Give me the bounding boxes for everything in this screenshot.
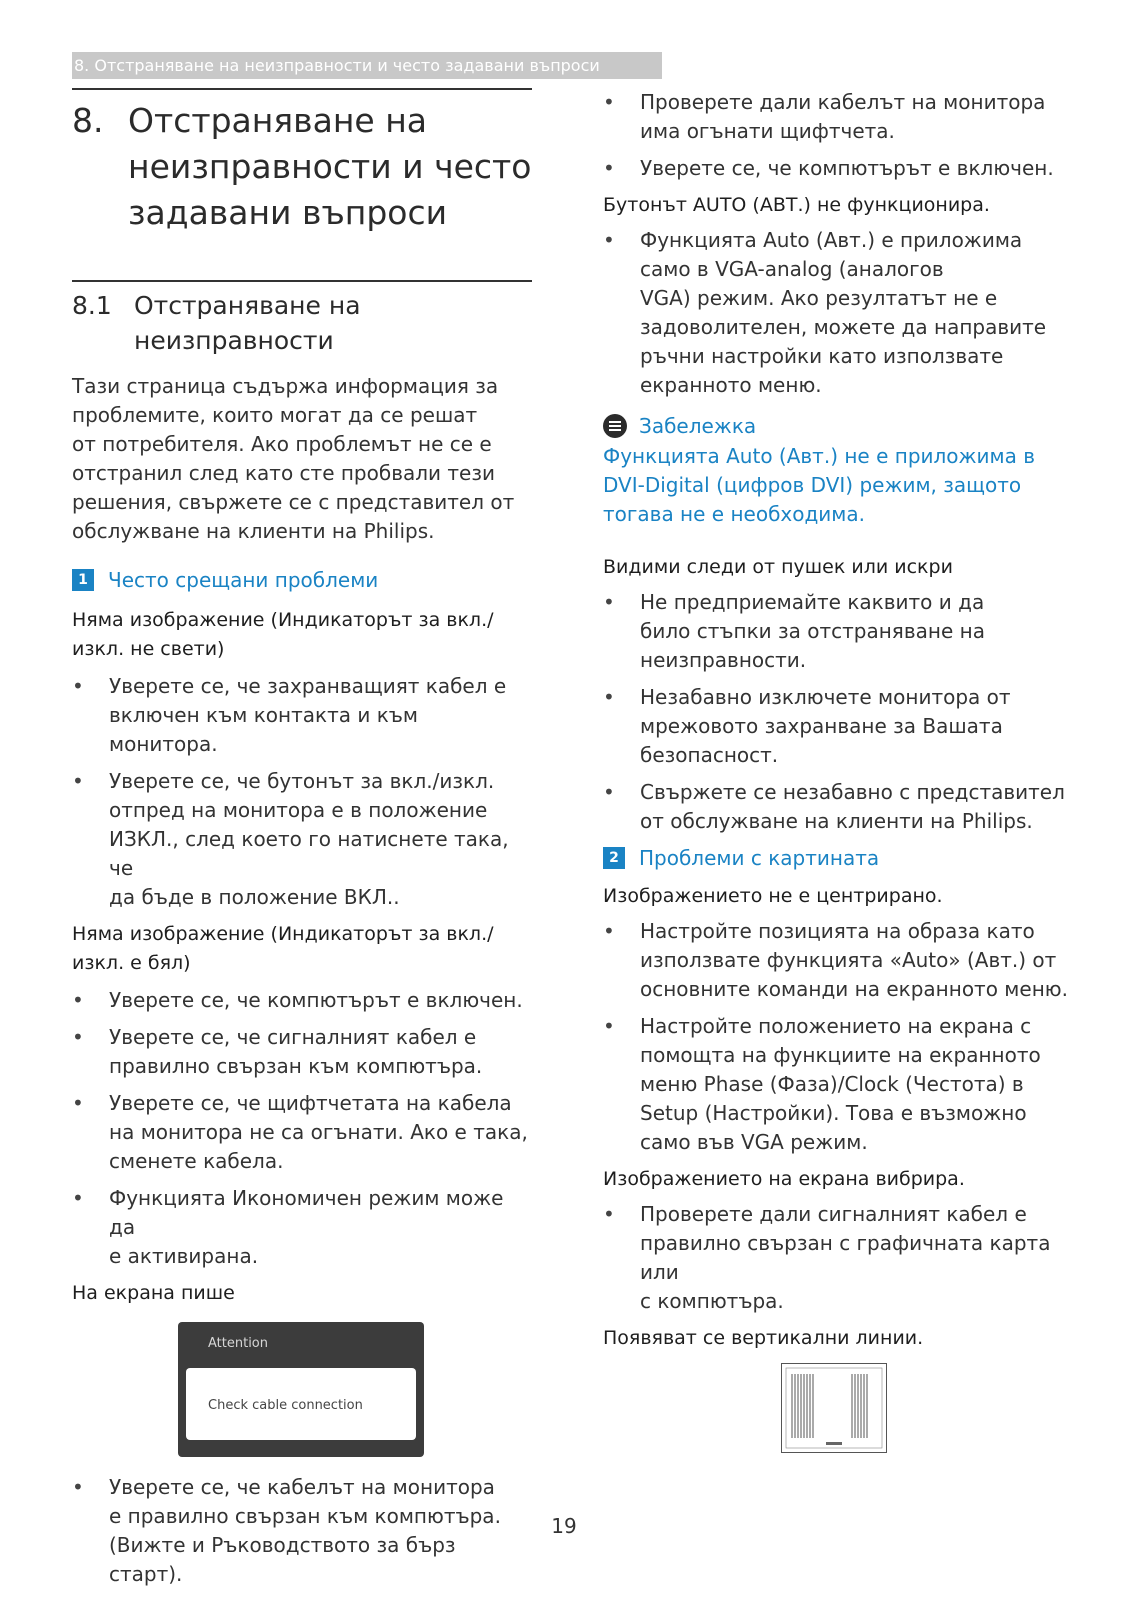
note-label	[603, 414, 1068, 438]
list-item-line: помощта на функциите на екранното	[640, 1043, 1041, 1067]
list-item	[603, 1012, 1068, 1157]
list-item-line: • Незабавно изключете монитора от	[640, 685, 1011, 709]
left-column	[72, 88, 532, 1597]
list-item-line: • Не предприемайте каквито и да	[640, 590, 985, 614]
list-item-line: правилно свързан с графичната карта или	[640, 1231, 1051, 1284]
list-item-line: • Уверете се, че захранващият кабел е	[109, 674, 507, 698]
list-item	[72, 672, 532, 759]
intro-line: проблемите, които могат да се решат	[72, 403, 478, 427]
list-item-line: било стъпки за отстраняване на	[640, 619, 985, 643]
question-heading: Изображението не е центрирано.	[603, 885, 943, 907]
chapter-title	[72, 98, 532, 236]
subsection-image-problems	[603, 846, 1068, 870]
subsection-title: Проблеми с картината	[639, 846, 880, 870]
osd-message: Check cable connection	[208, 1398, 363, 1413]
list-item-line: • Функцията Auto (Авт.) е приложима	[640, 228, 1023, 252]
chapter-title-line: задавани въпроси	[128, 193, 448, 232]
list-item-line: отпред на монитора е в положение	[109, 798, 488, 822]
note-line: DVI-Digital (цифров DVI) режим, защото	[603, 473, 1022, 497]
question-heading: Изображението на екрана вибрира.	[603, 1168, 965, 1190]
list-item-line: задоволителен, можете да направите	[640, 315, 1047, 339]
list-item-line: VGA) режим. Ако резултатът не е	[640, 286, 998, 310]
question-heading: Появяват се вертикални линии.	[603, 1327, 924, 1349]
list-item-line: екранното меню.	[640, 373, 822, 397]
vertical-lines-illustration	[781, 1363, 887, 1453]
section-number: 8.1	[72, 291, 112, 320]
question-heading	[72, 606, 532, 664]
list-item-line: е правилно свързан към компютъра.	[109, 1504, 501, 1528]
list-item-line: • Функцията Икономичен режим може да	[109, 1186, 504, 1239]
list-item-line: • Проверете дали сигналният кабел е	[640, 1202, 1027, 1226]
list-item	[72, 1023, 532, 1081]
chapter-number: 8.	[72, 101, 104, 140]
list-item-line: с компютъра.	[640, 1289, 784, 1313]
list-item-line: Setup (Настройки). Това е възможно	[640, 1101, 1027, 1125]
list-item-line: • Уверете се, че кабелът на монитора	[109, 1475, 495, 1499]
list-item-line: • Уверете се, че щифтчетата на кабела	[109, 1091, 512, 1115]
list-item-line: на монитора не са огънати. Ако е така,	[109, 1120, 528, 1144]
note-text	[603, 442, 1068, 529]
section-badge: 1	[72, 569, 94, 591]
list-item	[603, 88, 1068, 146]
list-item-line: • Уверете се, че компютърът е включен.	[109, 988, 523, 1012]
bullet-list	[603, 88, 1068, 183]
list-item	[603, 154, 1068, 183]
list-item-line: • Настройте позицията на образа като	[640, 919, 1035, 943]
list-item	[72, 767, 532, 912]
section-title-text	[134, 288, 361, 358]
list-item-line: (Вижте и Ръководството за бърз старт).	[109, 1533, 456, 1586]
list-item-line: правилно свързан към компютъра.	[109, 1054, 483, 1078]
bullet-list	[603, 588, 1068, 836]
list-item-line: • Уверете се, че бутонът за вкл./изкл.	[109, 769, 495, 793]
bullet-list	[603, 917, 1068, 1157]
note-line: Функцията Auto (Авт.) не е приложима в	[603, 444, 1036, 468]
right-column	[603, 88, 1068, 1453]
osd-dialog-title: Attention	[208, 1336, 268, 1351]
section-title	[72, 288, 532, 358]
question-heading: На екрана пише	[72, 1282, 235, 1304]
list-item-line: основните команди на екранното меню.	[640, 977, 1068, 1001]
bullet-list	[603, 226, 1068, 400]
vertical-lines-icon	[782, 1364, 886, 1452]
page-number: 19	[551, 1514, 577, 1538]
list-item	[72, 1089, 532, 1176]
list-item-line: • Уверете се, че сигналният кабел е	[109, 1025, 477, 1049]
list-item-line: • Уверете се, че компютърът е включен.	[640, 156, 1054, 180]
list-item-line: • Проверете дали кабелът на монитора	[640, 90, 1046, 114]
list-item-line: ИЗКЛ., след което го натиснете така, че	[109, 827, 509, 880]
list-item	[603, 588, 1068, 675]
subsection-common-problems	[72, 568, 532, 592]
list-item-line: само във VGA режим.	[640, 1130, 868, 1154]
bullet-list	[72, 672, 532, 912]
list-item-line: включен към контакта и към монитора.	[109, 703, 418, 756]
list-item	[72, 1184, 532, 1271]
chapter-title-line: неизправности и често	[128, 147, 532, 186]
running-header	[72, 52, 662, 79]
osd-message-box	[186, 1368, 416, 1440]
list-item-line: неизправности.	[640, 648, 807, 672]
note-icon	[603, 414, 627, 438]
question-heading	[72, 920, 532, 978]
list-item-line: мрежовото захранване за Вашата	[640, 714, 1003, 738]
list-item-line: • Настройте положението на екрана с	[640, 1014, 1032, 1038]
section-title-line: неизправности	[134, 326, 334, 355]
intro-line: от потребителя. Ако проблемът не се е	[72, 432, 492, 456]
osd-attention-dialog	[178, 1322, 424, 1457]
section-rule	[72, 280, 532, 282]
section-badge: 2	[603, 847, 625, 869]
intro-line: Тази страница съдържа информация за	[72, 374, 499, 398]
question-line: Няма изображение (Индикаторът за вкл./	[72, 609, 494, 631]
list-item	[603, 226, 1068, 400]
intro-line: отстранил след като сте пробвали тези	[72, 461, 495, 485]
list-item	[603, 683, 1068, 770]
list-item-line: е активирана.	[109, 1244, 259, 1268]
list-item-line: използвате функцията «Auto» (Авт.) от	[640, 948, 1057, 972]
list-item	[603, 778, 1068, 836]
list-item	[603, 917, 1068, 1004]
question-heading: Бутонът AUTO (АВТ.) не функционира.	[603, 194, 990, 216]
list-item-line: да бъде в положение ВКЛ..	[109, 885, 400, 909]
chapter-title-text	[128, 98, 531, 236]
list-item-line: има огънати щифтчета.	[640, 119, 895, 143]
question-line: изкл. не свети)	[72, 638, 225, 660]
bullet-list	[72, 986, 532, 1271]
list-item-line: меню Phase (Фаза)/Clock (Честота) в	[640, 1072, 1024, 1096]
list-item-line: • Свържете се незабавно с представител	[640, 780, 1065, 804]
intro-line: обслужване на клиенти на Philips.	[72, 519, 435, 543]
subsection-title: Често срещани проблеми	[108, 568, 379, 592]
chapter-rule	[72, 88, 532, 90]
running-header-text: 8. Отстраняване на неизправности и често задавани въпроси	[74, 56, 600, 75]
question-line: изкл. е бял)	[72, 952, 191, 974]
list-item-line: сменете кабела.	[109, 1149, 284, 1173]
note-line: тогава не е необходима.	[603, 502, 866, 526]
note-label-text: Забележка	[639, 414, 757, 438]
list-item-line: безопасност.	[640, 743, 779, 767]
bullet-list	[603, 1200, 1068, 1316]
intro-paragraph	[72, 372, 532, 546]
chapter-title-line: Отстраняване на	[128, 101, 427, 140]
intro-line: решения, свържете се с представител от	[72, 490, 515, 514]
question-heading: Видими следи от пушек или искри	[603, 556, 953, 578]
list-item-line: ръчни настройки като използвате	[640, 344, 1004, 368]
section-title-line: Отстраняване на	[134, 291, 361, 320]
list-item	[603, 1200, 1068, 1316]
list-item-line: от обслужване на клиенти на Philips.	[640, 809, 1033, 833]
list-item-line: само в VGA-analog (аналогов	[640, 257, 944, 281]
question-line: Няма изображение (Индикаторът за вкл./	[72, 923, 494, 945]
list-item	[72, 986, 532, 1015]
